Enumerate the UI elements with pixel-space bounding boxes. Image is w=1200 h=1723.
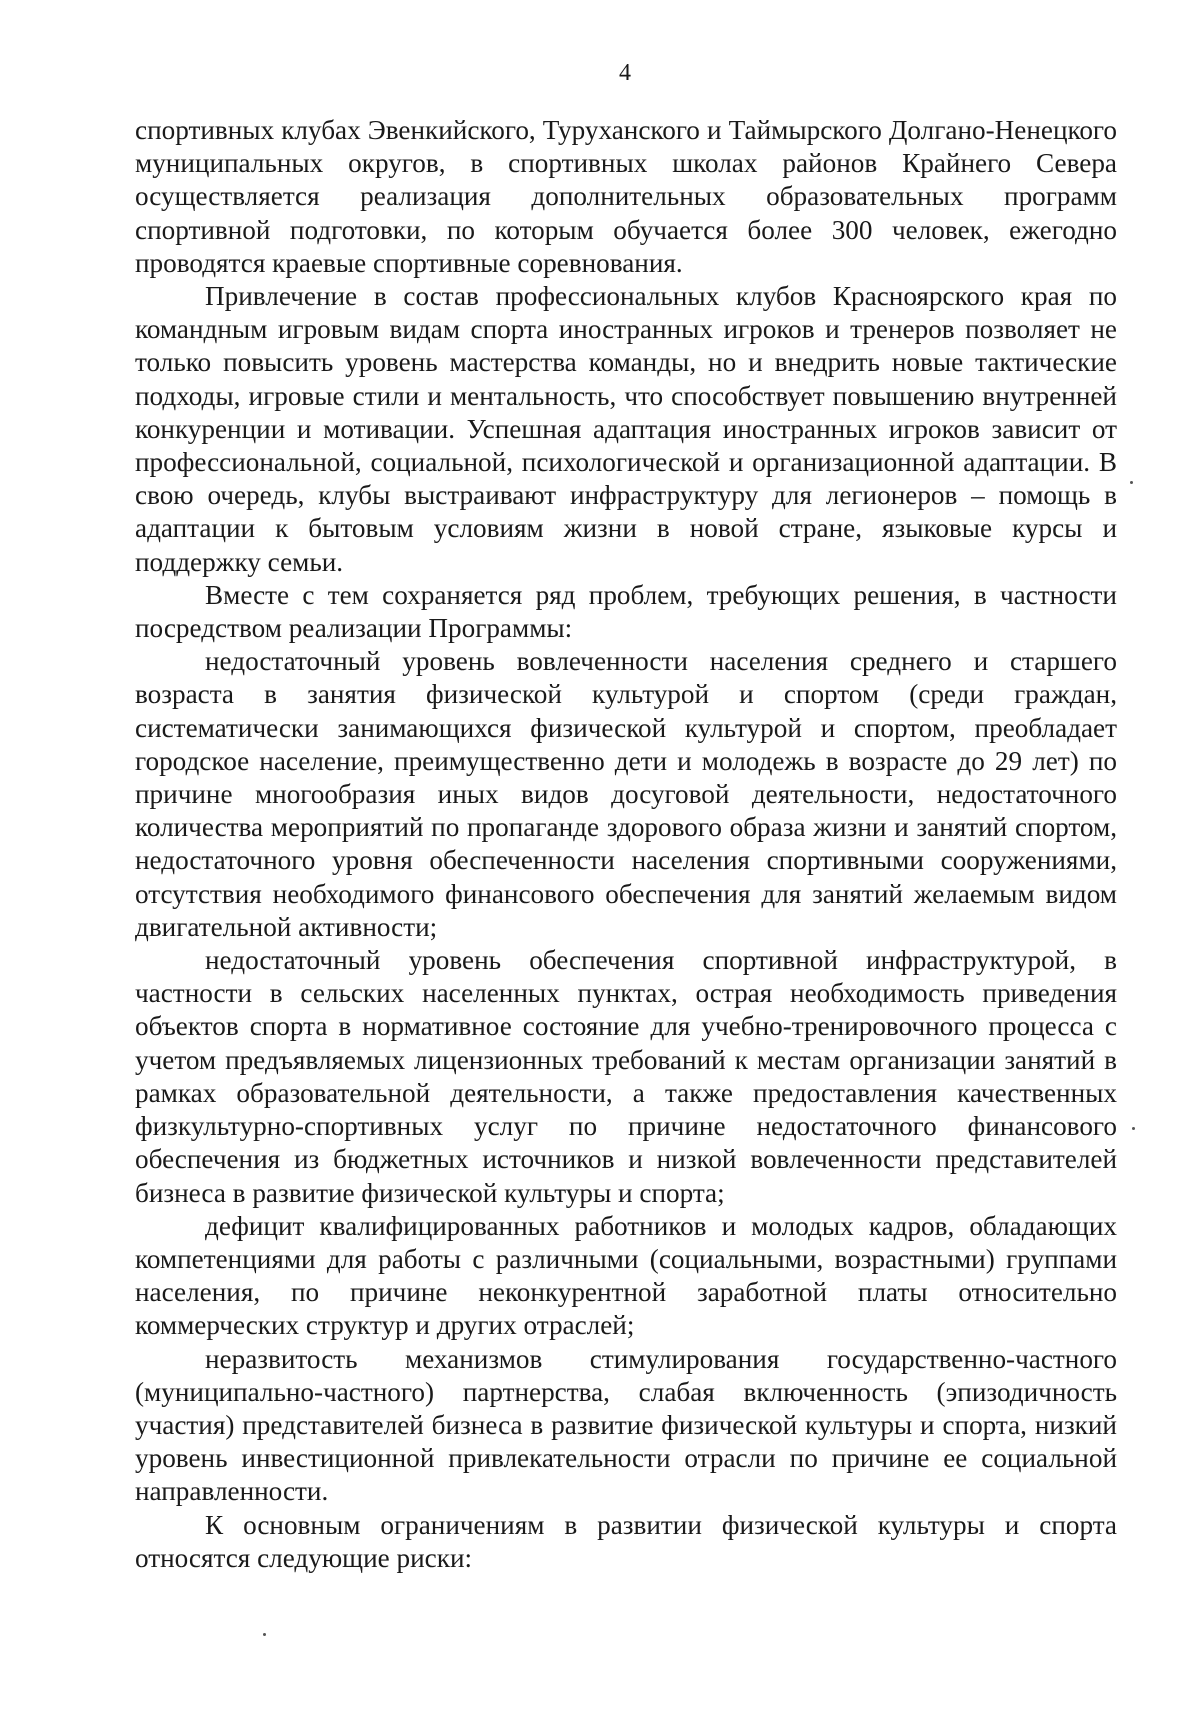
page-number: 4 xyxy=(619,60,631,86)
paragraph-risks-intro: К основным ограничениям в развитии физической культуры и спорта относятся следующие риски: xyxy=(135,1509,1117,1573)
paragraph-problems-intro: Вместе с тем сохраняется ряд проблем, требующих решения, в частности посредством реализации Программы: xyxy=(135,579,1117,644)
paragraph-problem-infrastructure: недостаточный уровень обеспечения спортивной инфраструктурой, в частности в сельских населенных пунктах, острая необходимость приведения объектов спорта в нормативное состояние для учебно-тренировочного процесса с учетом предъявляемых лицензионных требований к местам организации занятий в рамках образовательной деятельности, а также предоставления качественных физкультурно-спортивных услуг по причине недостаточного финансового обеспечения из бюджетных источников и низкой вовлеченности представителей бизнеса в развитие физической культуры и спорта; xyxy=(135,945,1117,1208)
scan-speck xyxy=(263,1633,266,1636)
document-body xyxy=(135,114,1117,1575)
scan-speck xyxy=(1130,481,1133,484)
paragraph-foreign-players: Привлечение в состав профессиональных клубов Красноярского края по командным игровым видам спорта иностранных игроков и тренеров позволяет не только повысить уровень мастерства команды, но и внедрить новые тактические подходы, игровые стили и ментальность, что способствует повышению внутренней конкуренции и мотивации. Успешная адаптация иностранных игроков зависит от профессиональной, социальной, психологической и организационной адаптации. В свою очередь, клубы выстраивают инфраструктуру для легионеров – помощь в адаптации к бытовым условиям жизни в новой стране, языковые курсы и поддержку семьи. xyxy=(135,281,1117,577)
paragraph-clubs-north: спортивных клубах Эвенкийского, Туруханского и Таймырского Долгано-Ненецкого муниципальных округов, в спортивных школах районов Крайнего Севера осуществляется реализация дополнительных образовательных программ спортивной подготовки, по которым обучается более 300 человек, ежегодно проводятся краевые спортивные соревнования. xyxy=(135,115,1117,278)
paragraph-problem-engagement: недостаточный уровень вовлеченности населения среднего и старшего возраста в занятия физической культурой и спортом (среди граждан, систематически занимающихся физической культурой и спортом, преобладает городское население, преимущественно дети и молодежь в возрасте до 29 лет) по причине многообразия иных видов досуговой деятельности, недостаточного количества мероприятий по пропаганде здорового образа жизни и занятий спортом, недостаточного уровня обеспеченности населения спортивными сооружениями, отсутствия необходимого финансового обеспечения для занятий желаемым видом двигательной активности; xyxy=(135,646,1117,942)
scan-speck xyxy=(1132,1127,1135,1130)
paragraph-problem-partnership: неразвитость механизмов стимулирования государственно-частного (муниципально-частного) партнерства, слабая включенность (эпизодичность участия) представителей бизнеса в развитие физической культуры и спорта, низкий уровень инвестиционной привлекательности отрасли по причине ее социальной направленности. xyxy=(135,1343,1117,1507)
paragraph-problem-staff: дефицит квалифицированных работников и молодых кадров, обладающих компетенциями для работы с различными (социальными, возрастными) группами населения, по причине неконкурентной заработной платы относительно коммерческих структур и других отраслей; xyxy=(135,1210,1117,1341)
